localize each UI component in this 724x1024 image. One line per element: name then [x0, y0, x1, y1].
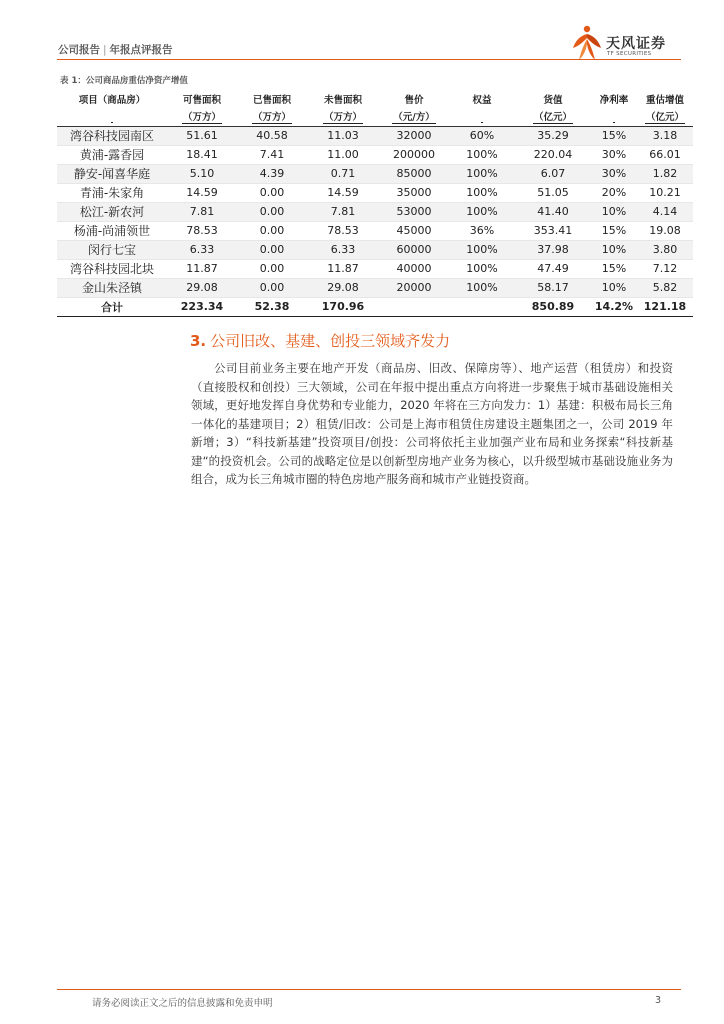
body-paragraph: 公司目前业务主要在地产开发（商品房、旧改、保障房等）、地产运营（租赁房）和投资（直接股权和创投）三大领域，公司在年报中提出重点方向将进一步聚焦于城市基础设施相关领域，更好地发挥自身优势和专业能力，2020 年将在三方向发力：1）基建：积极布局长三角一体化的基建项目；2）租赁/旧改：公司是上海市租赁住房建设主题集团之一，公司 2019 年新增；3）“科技新基建”投资项目/创投：公司将依托主业加强产业布局和业务探索“科技新基建“的投资机会。公司的战略定位是以创新型房地产业务为核心，以升级型城市基础设施业务为组合，成为长三角城市圈的特色房地产服务商和城市产业链投资商。 — [191, 361, 673, 486]
subcategory-label: 年报点评报告 — [109, 44, 173, 56]
table-cell: 41.40 — [515, 202, 591, 221]
column-header: 项目（商品房） — [78, 94, 146, 106]
table-cell: 14.59 — [307, 183, 379, 202]
table-cell: 45000 — [379, 221, 449, 240]
table-cell: 4.14 — [637, 202, 693, 221]
project-name: 静安-闻喜华庭 — [57, 164, 167, 183]
table-cell: 1.82 — [637, 164, 693, 183]
header-separator: | — [103, 44, 107, 56]
total-cell: 223.34 — [167, 297, 237, 316]
table-cell: 30% — [591, 164, 637, 183]
table-caption: 表 1：公司商品房重估净资产增值 — [60, 76, 188, 86]
table-cell: 5.10 — [167, 164, 237, 183]
column-unit — [379, 107, 449, 126]
table-cell: 35.29 — [515, 126, 591, 145]
table-row — [57, 278, 693, 297]
total-label: 合计 — [57, 297, 167, 316]
table-cell: 7.81 — [307, 202, 379, 221]
category-label: 公司报告 — [58, 44, 100, 56]
table-cell: 220.04 — [515, 145, 591, 164]
table-cell: 7.81 — [167, 202, 237, 221]
page-number: 3 — [655, 995, 662, 1006]
table-row — [57, 221, 693, 240]
unit-label: （亿元） — [533, 112, 572, 124]
project-name: 闵行七宝 — [57, 240, 167, 259]
table-row — [57, 126, 693, 145]
table-cell: 51.05 — [515, 183, 591, 202]
table-cell: 100% — [449, 202, 515, 221]
table-header-row — [57, 90, 693, 107]
total-cell — [379, 297, 449, 316]
total-cell: 52.38 — [237, 297, 307, 316]
column-unit — [449, 107, 515, 126]
report-category — [58, 42, 173, 57]
table-cell: 20000 — [379, 278, 449, 297]
project-name: 杨浦-尚浦领世 — [57, 221, 167, 240]
table-cell: 11.87 — [167, 259, 237, 278]
table-cell: 40.58 — [237, 126, 307, 145]
table-cell: 10% — [591, 278, 637, 297]
table-cell: 66.01 — [637, 145, 693, 164]
table-cell: 6.07 — [515, 164, 591, 183]
total-cell: 121.18 — [637, 297, 693, 316]
table-cell: 11.00 — [307, 145, 379, 164]
table-cell: 353.41 — [515, 221, 591, 240]
table-cell: 20% — [591, 183, 637, 202]
table-cell: 0.00 — [237, 183, 307, 202]
table-cell: 58.17 — [515, 278, 591, 297]
table-total-row — [57, 297, 693, 316]
table-row — [57, 145, 693, 164]
total-cell: 850.89 — [515, 297, 591, 316]
table-cell: 6.33 — [307, 240, 379, 259]
project-name: 青浦-朱家角 — [57, 183, 167, 202]
section-number: 3. — [190, 332, 207, 350]
table-cell: 0.00 — [237, 278, 307, 297]
column-header: 重估增值 — [645, 94, 684, 106]
table-cell: 60000 — [379, 240, 449, 259]
table-cell: 10.21 — [637, 183, 693, 202]
column-unit — [515, 107, 591, 126]
table-cell: 11.87 — [307, 259, 379, 278]
table-cell: 10% — [591, 202, 637, 221]
table-cell: 29.08 — [167, 278, 237, 297]
asset-revaluation-table — [57, 90, 693, 317]
table-row — [57, 240, 693, 259]
table-cell: 0.71 — [307, 164, 379, 183]
project-name: 湾谷科技园南区 — [57, 126, 167, 145]
table-cell: 0.00 — [237, 240, 307, 259]
table-cell: 3.80 — [637, 240, 693, 259]
unit-label: （亿元） — [645, 112, 684, 124]
table-cell: 60% — [449, 126, 515, 145]
table-row — [57, 202, 693, 221]
table-cell: 4.39 — [237, 164, 307, 183]
column-header: 已售面积 — [252, 94, 291, 106]
header-divider — [57, 59, 681, 60]
table-row — [57, 183, 693, 202]
unit-label: （万方） — [323, 112, 362, 124]
table-cell: 11.03 — [307, 126, 379, 145]
table-cell: 78.53 — [307, 221, 379, 240]
table-cell: 78.53 — [167, 221, 237, 240]
table-cell: 15% — [591, 259, 637, 278]
section-title: 公司旧改、基建、创投三领域齐发力 — [210, 332, 451, 350]
table-cell: 100% — [449, 240, 515, 259]
table-cell: 200000 — [379, 145, 449, 164]
column-unit — [57, 107, 167, 126]
table-cell: 100% — [449, 278, 515, 297]
table-cell: 0.00 — [237, 221, 307, 240]
column-header: 未售面积 — [323, 94, 362, 106]
unit-label: （万方） — [252, 112, 291, 124]
total-cell: 14.2% — [591, 297, 637, 316]
unit-label — [613, 111, 615, 123]
table-cell: 40000 — [379, 259, 449, 278]
project-name: 金山朱泾镇 — [57, 278, 167, 297]
column-unit — [237, 107, 307, 126]
footer-disclaimer: 请务必阅读正文之后的信息披露和免责申明 — [92, 998, 273, 1009]
table-cell: 100% — [449, 145, 515, 164]
table-cell: 30% — [591, 145, 637, 164]
table-cell: 10% — [591, 240, 637, 259]
column-unit — [637, 107, 693, 126]
column-header: 净利率 — [599, 94, 629, 106]
table-cell: 18.41 — [167, 145, 237, 164]
column-header: 权益 — [472, 94, 492, 106]
column-header: 可售面积 — [182, 94, 221, 106]
table-cell: 3.18 — [637, 126, 693, 145]
unit-label: （元/方） — [393, 112, 435, 124]
table-cell: 53000 — [379, 202, 449, 221]
table-cell: 29.08 — [307, 278, 379, 297]
total-cell: 170.96 — [307, 297, 379, 316]
table-cell: 35000 — [379, 183, 449, 202]
table-cell: 19.08 — [637, 221, 693, 240]
unit-label — [111, 111, 113, 123]
table-cell: 6.33 — [167, 240, 237, 259]
table-row — [57, 259, 693, 278]
project-name: 湾谷科技园北块 — [57, 259, 167, 278]
project-name: 松江-新农河 — [57, 202, 167, 221]
table-cell: 15% — [591, 221, 637, 240]
table-cell: 14.59 — [167, 183, 237, 202]
table-cell: 100% — [449, 164, 515, 183]
unit-label: （万方） — [182, 112, 221, 124]
table-cell: 36% — [449, 221, 515, 240]
table-cell: 0.00 — [237, 259, 307, 278]
tf-securities-logo — [569, 24, 679, 64]
column-unit — [167, 107, 237, 126]
logo-chinese-text: 天风证券 — [606, 36, 666, 52]
table-cell: 15% — [591, 126, 637, 145]
table-cell: 100% — [449, 259, 515, 278]
column-header: 货值 — [543, 94, 563, 106]
table-cell: 85000 — [379, 164, 449, 183]
footer-divider — [57, 989, 681, 990]
column-header: 售价 — [404, 94, 424, 106]
logo-english-text: TF SECURITIES — [607, 51, 652, 57]
table-row — [57, 164, 693, 183]
unit-label — [481, 111, 483, 123]
table-cell: 7.41 — [237, 145, 307, 164]
tf-logo-icon — [569, 24, 605, 62]
table-cell: 0.00 — [237, 202, 307, 221]
table-cell: 37.98 — [515, 240, 591, 259]
table-cell: 32000 — [379, 126, 449, 145]
table-cell: 7.12 — [637, 259, 693, 278]
table-cell: 51.61 — [167, 126, 237, 145]
column-unit — [307, 107, 379, 126]
table-cell: 5.82 — [637, 278, 693, 297]
column-unit — [591, 107, 637, 126]
total-cell — [449, 297, 515, 316]
table-cell: 100% — [449, 183, 515, 202]
table-cell: 47.49 — [515, 259, 591, 278]
table-unit-row — [57, 107, 693, 126]
project-name: 黄浦-露香园 — [57, 145, 167, 164]
section-heading — [190, 330, 450, 351]
